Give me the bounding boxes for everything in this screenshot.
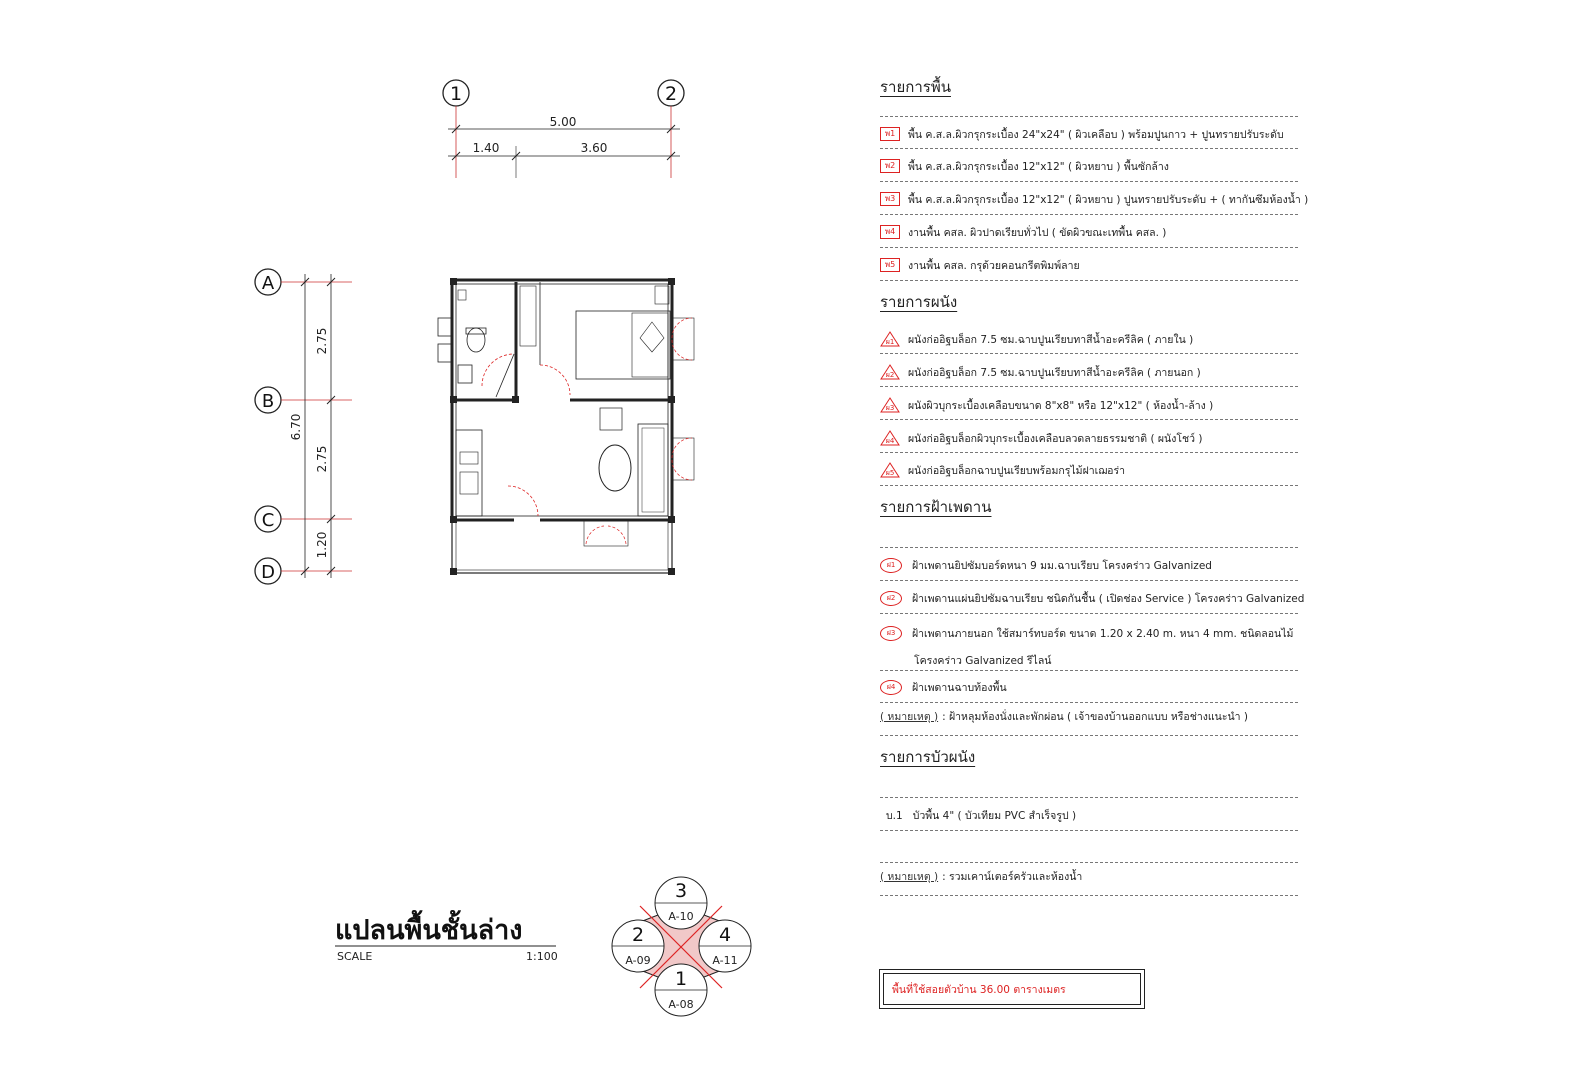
divider — [880, 419, 1298, 420]
ceiling-code-2: ฝ2 — [880, 591, 902, 606]
divider — [880, 280, 1298, 281]
wall-item-2 — [880, 362, 1201, 382]
dim-top-part-2: 3.60 — [580, 141, 608, 155]
divider — [880, 580, 1298, 581]
skirting-note-text: : รวมเคาน์เตอร์ครัวและห้องน้ำ — [942, 870, 1083, 883]
wall-text-5: ผนังก่ออิฐบล็อกฉาบปูนเรียบพร้อมกรุไม้ฝาเฌอร่า — [908, 464, 1126, 477]
usable-area-box — [879, 969, 1145, 1009]
wall-finishes-title: รายการผนัง — [880, 293, 958, 311]
divider — [880, 353, 1298, 354]
skirting-note — [880, 866, 1082, 886]
grid-row-d-label: D — [261, 562, 275, 583]
dim-top-total: 5.00 — [549, 115, 577, 129]
divider — [880, 485, 1298, 486]
wall-item-4 — [880, 428, 1202, 448]
floor-code-5: พ5 — [880, 258, 900, 272]
dim-left-part-2: 2.75 — [315, 445, 329, 473]
ceiling-code-4: ฝ4 — [880, 680, 902, 695]
dim-left-part-1: 2.75 — [315, 327, 329, 355]
marker-top-num: 3 — [674, 880, 688, 902]
wall-code-4-icon: ผ4 — [880, 430, 900, 446]
marker-bottom-num: 1 — [674, 968, 688, 990]
grid-column-2-label: 2 — [664, 83, 678, 105]
floor-text-2: พื้น ค.ส.ล.ผิวกรุกระเบื้อง 12"x12" ( ผิวหยาบ ) พื้นซักล้าง — [908, 160, 1169, 173]
divider — [880, 797, 1298, 798]
skirting-note-label: ( หมายเหตุ ) — [880, 870, 939, 883]
wall-item-1 — [880, 329, 1193, 349]
dim-top-part-1: 1.40 — [472, 141, 500, 155]
wall-code-1-icon: ผ1 — [880, 331, 900, 347]
grid-row-a — [255, 269, 352, 295]
floor-finishes-title: รายการพื้น — [880, 78, 951, 96]
ceiling-code-1: ฝ1 — [880, 558, 902, 573]
floor-code-4: พ4 — [880, 225, 900, 239]
marker-left-sheet: A-09 — [625, 954, 651, 967]
ceiling-item-2 — [880, 588, 1304, 608]
divider — [880, 670, 1298, 671]
floor-code-3: พ3 — [880, 192, 900, 206]
wall-code-3-icon: ผ3 — [880, 397, 900, 413]
divider — [880, 214, 1298, 215]
grid-row-b-label: B — [261, 391, 275, 412]
section-marker — [612, 877, 751, 1016]
skirting-item-1 — [886, 805, 1076, 825]
floor-item-2 — [880, 156, 1169, 176]
skirting-code: บ.1 — [886, 809, 903, 822]
ceiling-note — [880, 706, 1248, 726]
building-plan — [438, 278, 694, 575]
skirting-title: รายการบัวผนัง — [880, 748, 976, 766]
divider — [880, 116, 1298, 117]
wall-text-1: ผนังก่ออิฐบล็อก 7.5 ซม.ฉาบปูนเรียบทาสีน้ำอะครีลิค ( ภายใน ) — [908, 333, 1194, 346]
dim-left-part-3: 1.20 — [315, 531, 329, 559]
marker-right-num: 4 — [718, 924, 732, 946]
ceiling-text-1: ฝ้าเพดานยิปซัมบอร์ดหนา 9 มม.ฉาบเรียบ โครงคร่าว Galvanized — [912, 559, 1212, 572]
grid-row-b — [255, 387, 352, 413]
floor-text-5: งานพื้น คสล. กรุด้วยคอนกรีตพิมพ์ลาย — [908, 259, 1080, 272]
grid-row-c — [255, 506, 352, 532]
divider — [880, 181, 1298, 182]
divider — [880, 452, 1298, 453]
floor-item-4 — [880, 222, 1166, 242]
wall-text-3: ผนังผิวบุกระเบื้องเคลือบขนาด 8"x8" หรือ 12"x12" ( ห้องน้ำ-ล้าง ) — [908, 399, 1214, 412]
divider — [880, 702, 1298, 703]
grid-row-a-label: A — [261, 273, 275, 294]
ceiling-text-4: ฝ้าเพดานฉาบท้องพื้น — [912, 681, 1007, 694]
divider — [880, 148, 1298, 149]
divider — [880, 386, 1298, 387]
ceiling-text-2: ฝ้าเพดานแผ่นยิปซัมฉาบเรียบ ชนิดกันชื้น ( เปิดช่อง Service ) โครงคร่าว Galvanized — [912, 592, 1305, 605]
floor-item-5 — [880, 255, 1080, 275]
ceiling-note-label: ( หมายเหตุ ) — [880, 710, 939, 723]
wall-code-2-icon: ผ2 — [880, 364, 900, 380]
floor-text-3: พื้น ค.ส.ล.ผิวกรุกระเบื้อง 12"x12" ( ผิวหยาบ ) ปูนทรายปรับระดับ + ( ทากันซึมห้องน้ำ ) — [908, 193, 1309, 206]
floor-text-4: งานพื้น คสล. ผิวปาดเรียบทั่วไป ( ขัดผิวขณะเทพื้น คสล. ) — [908, 226, 1167, 239]
ceiling-item-4 — [880, 677, 1007, 697]
dim-left-total: 6.70 — [289, 413, 303, 441]
grid-row-d — [255, 558, 352, 584]
divider — [880, 547, 1298, 548]
wall-code-5-icon: ผ5 — [880, 462, 900, 478]
wall-item-3 — [880, 395, 1213, 415]
left-dimensions — [289, 274, 335, 578]
ceiling-text-3: ฝ้าเพดานภายนอก ใช้สมาร์ทบอร์ด ขนาด 1.20 x 2.40 m. หนา 4 mm. ชนิดลอนไม้ — [912, 627, 1294, 640]
divider — [880, 895, 1298, 896]
top-dimensions — [448, 115, 680, 178]
ceiling-finishes-title: รายการฝ้าเพดาน — [880, 498, 992, 516]
floor-text-1: พื้น ค.ส.ล.ผิวกรุกระเบื้อง 24"x24" ( ผิวเคลือบ ) พร้อมปูนกาว + ปูนทรายปรับระดับ — [908, 128, 1284, 141]
wall-text-2: ผนังก่ออิฐบล็อก 7.5 ซม.ฉาบปูนเรียบทาสีน้ำอะครีลิค ( ภายนอก ) — [908, 366, 1201, 379]
divider — [880, 735, 1298, 736]
floor-code-2: พ2 — [880, 159, 900, 173]
grid-column-1-label: 1 — [449, 83, 463, 105]
ceiling-note-text: : ฝ้าหลุมห้องนั่งและพักผ่อน ( เจ้าของบ้านออกแบบ หรือช่างแนะนำ ) — [942, 710, 1248, 723]
plan-title: แปลนพื้นชั้นล่าง — [335, 915, 523, 946]
floor-item-3 — [880, 189, 1308, 209]
divider — [880, 247, 1298, 248]
scale-value: 1:100 — [526, 950, 558, 963]
skirting-text: บัวพื้น 4" ( บัวเทียม PVC สำเร็จรูป ) — [912, 809, 1077, 822]
grid-row-c-label: C — [261, 510, 275, 531]
ceiling-item-1 — [880, 555, 1212, 575]
ceiling-text-3b: โครงคร่าว Galvanized รีไลน์ — [914, 655, 1052, 667]
marker-bottom-sheet: A-08 — [668, 998, 694, 1011]
floor-item-1 — [880, 124, 1284, 144]
wall-item-5 — [880, 460, 1125, 480]
divider — [880, 830, 1298, 831]
wall-text-4: ผนังก่ออิฐบล็อกผิวบุกระเบื้องเคลือบลวดลายธรรมชาติ ( ผนังโชว์ ) — [908, 432, 1203, 445]
marker-top-sheet: A-10 — [668, 910, 694, 923]
divider — [880, 613, 1298, 614]
marker-left-num: 2 — [631, 924, 645, 946]
divider — [880, 862, 1298, 863]
ceiling-item-3 — [880, 623, 1293, 643]
ceiling-code-3: ฝ3 — [880, 626, 902, 641]
scale-label: SCALE — [337, 950, 373, 963]
usable-area-text: พื้นที่ใช้สอยตัวบ้าน 36.00 ตารางเมตร — [883, 973, 1141, 1005]
floor-code-1: พ1 — [880, 127, 900, 141]
marker-right-sheet: A-11 — [712, 954, 738, 967]
